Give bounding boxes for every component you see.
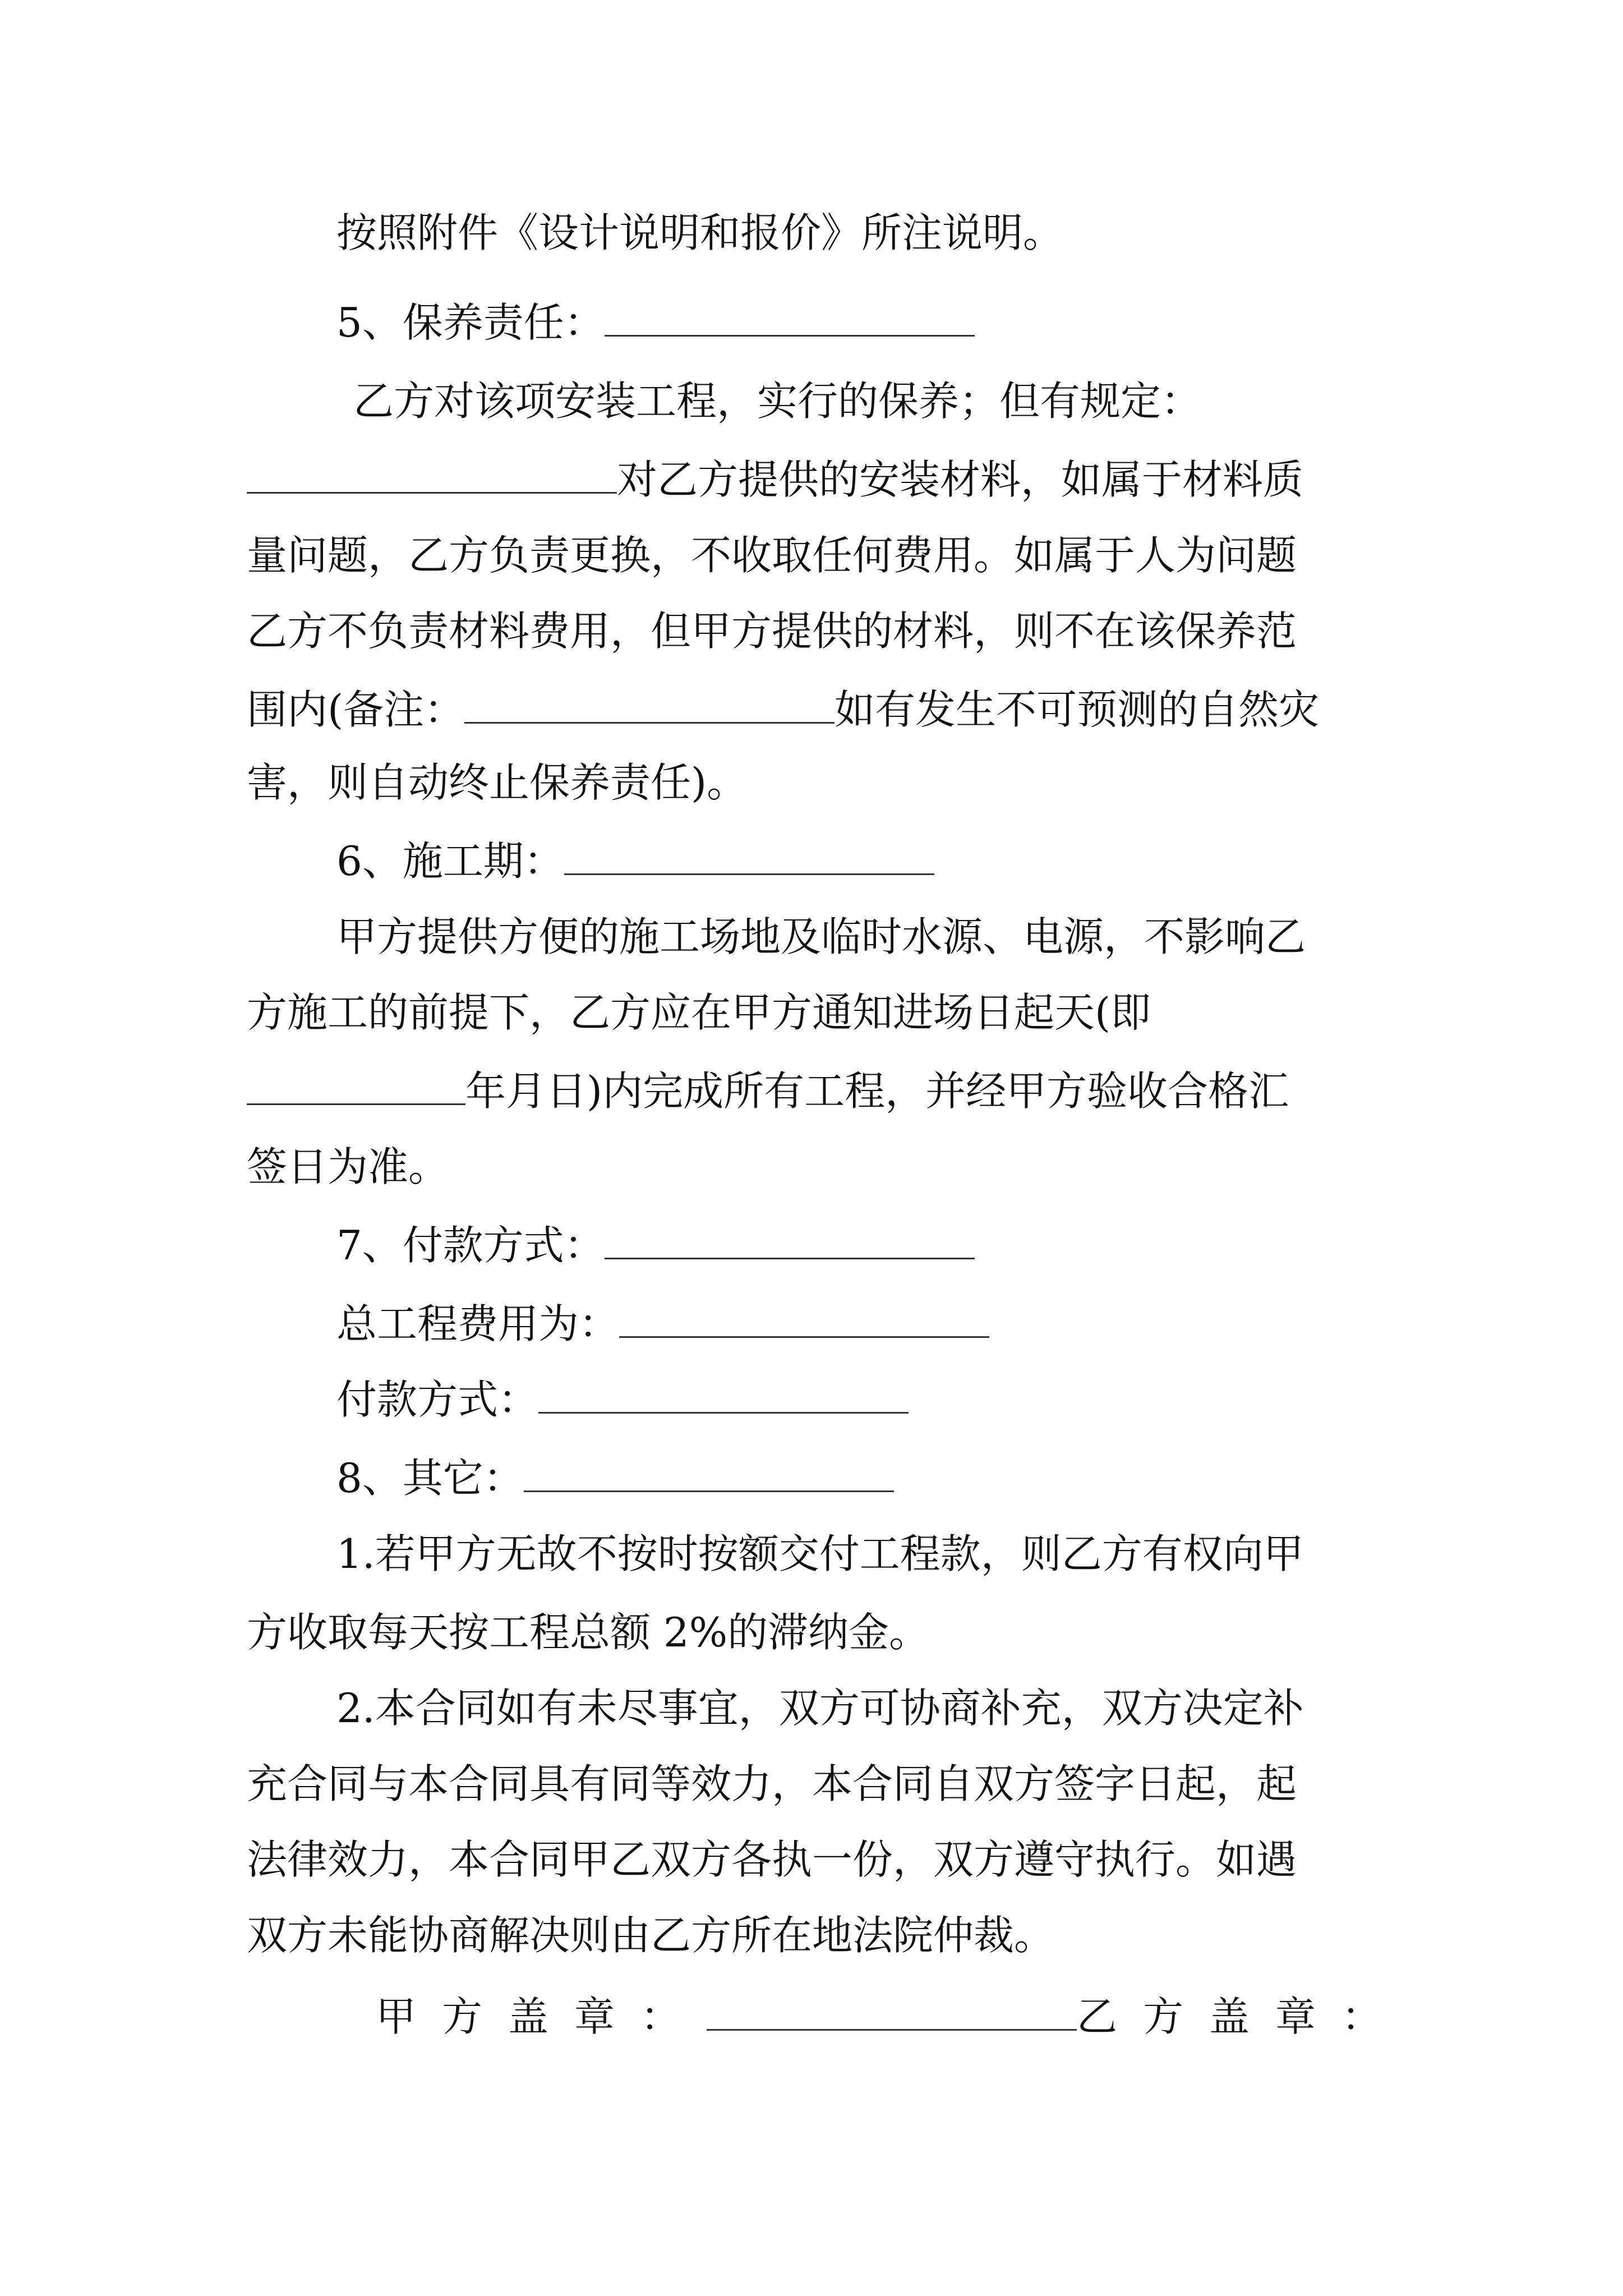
text-line-content: 总工程费用为： xyxy=(336,1300,620,1347)
blank-field xyxy=(247,1069,465,1105)
blank-field xyxy=(538,1377,909,1414)
text-line-content: 法律效力，本合同甲乙双方各执一份，双方遵守执行。如遇 xyxy=(247,1836,1297,1883)
section-7-label: 7、付款方式： xyxy=(336,1222,605,1269)
blank-field xyxy=(564,839,934,875)
text-line-content: 双方未能协商解决则由乙方所在地法院仲裁。 xyxy=(247,1912,1055,1959)
section-8-label: 8、其它： xyxy=(336,1455,524,1502)
text-line-content: 对乙方提供的安装材料，如属于材料质 xyxy=(617,456,1304,503)
text-line xyxy=(247,1063,1289,1119)
party-b-seal-label: 乙方盖章： xyxy=(1077,1993,1408,2040)
text-line-content: 方施工的前提下，乙方应在甲方通知进场日起天(即 xyxy=(247,989,1151,1036)
text-line-content: 围内(备注： xyxy=(247,686,465,733)
text-line-content: 2.本合同如有未尽事宜，双方可协商补充，双方决定补 xyxy=(336,1685,1304,1732)
text-line xyxy=(336,1372,909,1428)
text-line xyxy=(247,682,1319,738)
text-line xyxy=(247,1832,1297,1888)
text-line-content: 签日为准。 xyxy=(247,1143,449,1190)
section-6-heading xyxy=(336,833,934,889)
text-line xyxy=(247,1907,1054,1963)
text-line-content: 充合同与本合同具有同等效力，本合同自双方签字日起，起 xyxy=(247,1760,1297,1807)
text-line xyxy=(247,452,1303,508)
section-8-heading xyxy=(336,1450,894,1506)
text-line xyxy=(336,909,1306,965)
text-line-content: 害，则自动终止保养责任)。 xyxy=(247,759,748,806)
text-line-content: 1.若甲方无故不按时按额交付工程款，则乙方有权向甲 xyxy=(336,1530,1304,1577)
text-line xyxy=(336,205,1063,261)
text-line xyxy=(336,1680,1304,1736)
text-line xyxy=(247,527,1297,583)
text-line-content: 乙方不负责材料费用，但甲方提供的材料，则不在该保养范 xyxy=(247,608,1297,655)
text-line-content: 按照附件《设计说明和报价》所注说明。 xyxy=(336,209,1064,256)
text-line-content: 付款方式： xyxy=(336,1376,539,1423)
text-line xyxy=(336,1526,1304,1582)
text-line-content: 年月日)内完成所有工程，并经甲方验收合格汇 xyxy=(465,1068,1289,1115)
blank-field xyxy=(247,457,617,494)
party-a-seal-label: 甲方盖章： xyxy=(376,1993,707,2040)
blank-field xyxy=(464,687,834,724)
text-line xyxy=(247,1756,1297,1812)
text-line-content: 乙方对该项安装工程，实行的保养；但有规定： xyxy=(353,378,1202,425)
text-line-content: 量问题，乙方负责更换，不收取任何费用。如属于人为问题 xyxy=(247,532,1297,579)
blank-field xyxy=(619,1301,989,1338)
text-line-content: 如有发生不可预测的自然灾 xyxy=(834,686,1320,733)
text-line xyxy=(247,984,1376,1041)
section-7-heading xyxy=(336,1217,975,1273)
text-line xyxy=(247,373,1376,429)
text-line-content: 方收取每天按工程总额 2%的滞纳金。 xyxy=(247,1609,930,1656)
text-line xyxy=(247,1139,449,1195)
text-line xyxy=(247,754,747,811)
party-a-seal-blank xyxy=(707,1994,1077,2031)
text-line-content: 甲方提供方便的施工场地及临时水源、电源，不影响乙 xyxy=(336,913,1306,960)
blank-field xyxy=(605,300,975,337)
section-5-heading xyxy=(336,295,975,351)
text-line xyxy=(336,1296,989,1352)
section-6-label: 6、施工期： xyxy=(336,838,564,885)
signature-line xyxy=(376,1989,1408,2045)
text-line xyxy=(247,603,1297,659)
section-5-label: 5、保养责任： xyxy=(336,299,605,346)
blank-field xyxy=(605,1223,975,1259)
blank-field xyxy=(524,1456,894,1492)
text-line xyxy=(247,1604,929,1660)
